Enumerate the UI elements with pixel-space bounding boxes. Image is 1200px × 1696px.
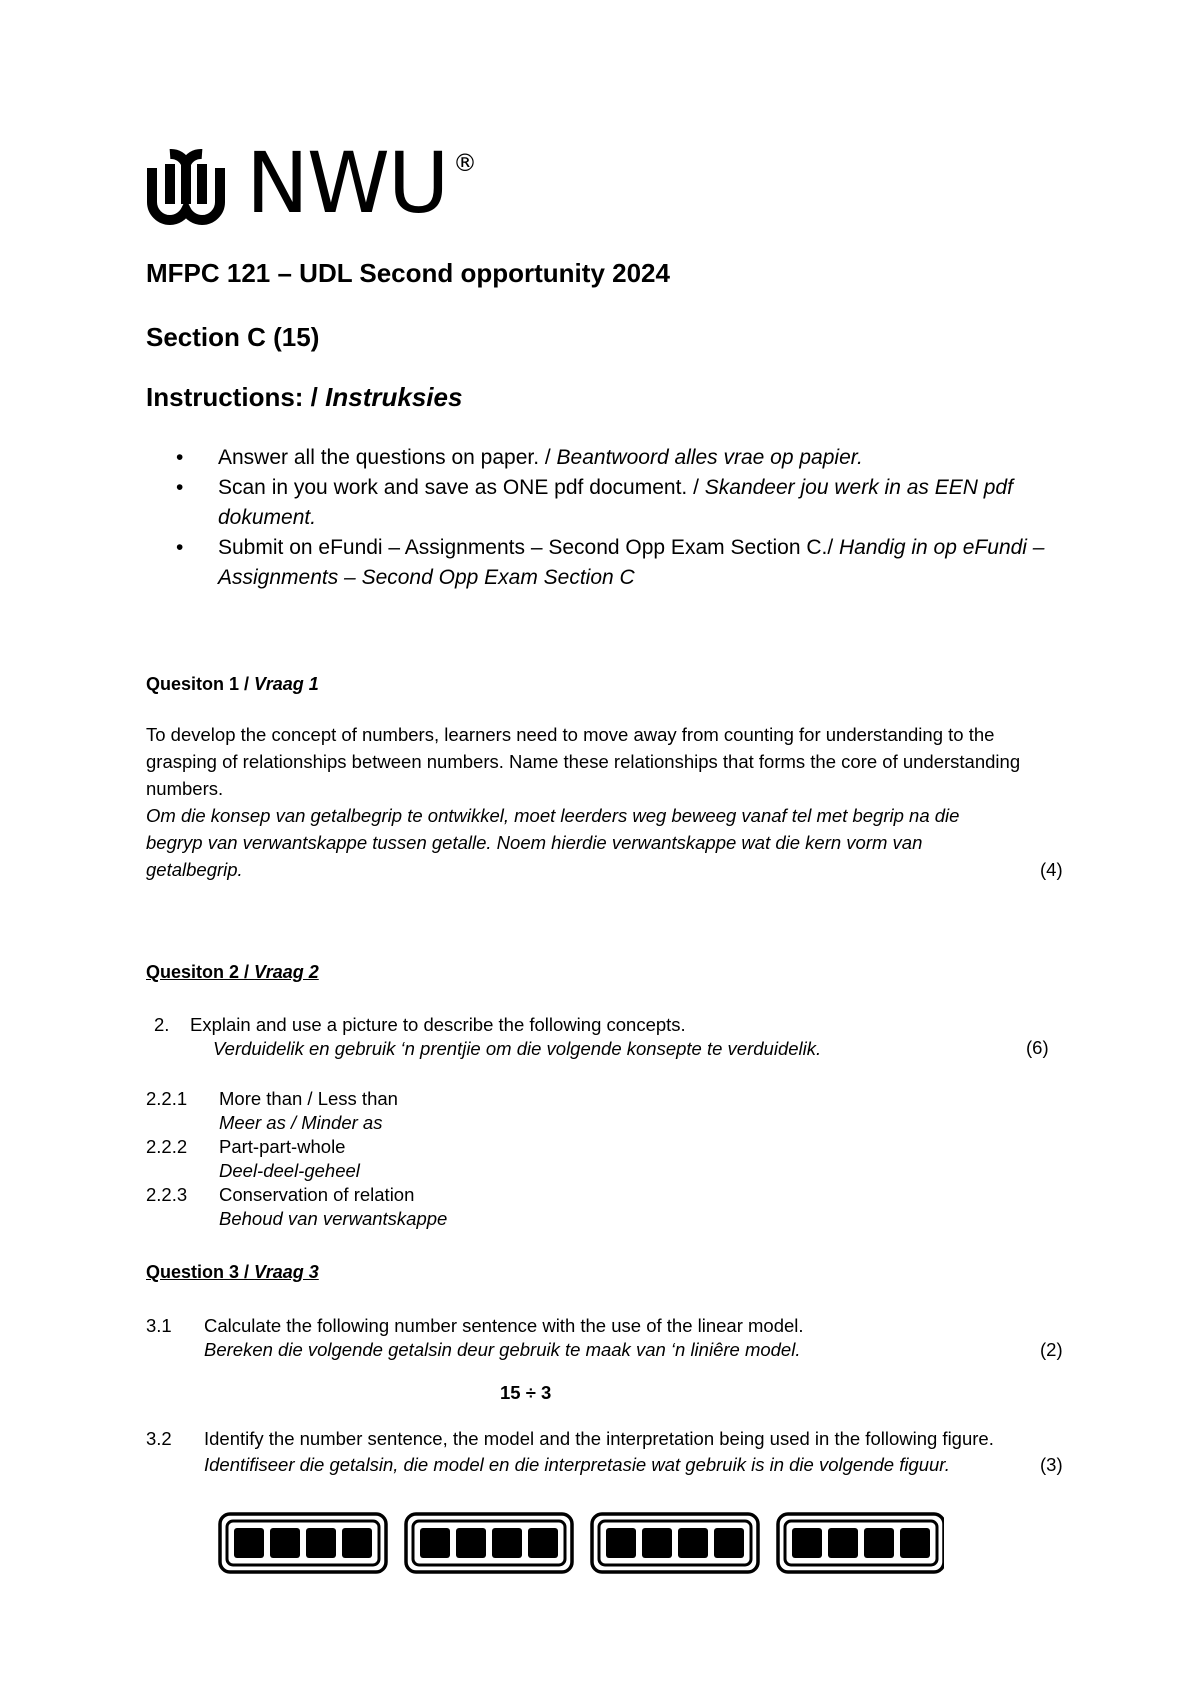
question-3-2-marks: (3) [1040,1454,1063,1475]
number-sentence: 15 ÷ 3 [500,1382,552,1403]
unit-square [270,1528,300,1558]
question-3-title [146,1260,319,1284]
item-2-2-2-number: 2.2.2 [146,1136,188,1157]
item-2-2-1-en: More than / Less than [219,1088,398,1109]
item-2-2-3-en: Conservation of relation [219,1184,415,1205]
question-2-label-af: Vraag 2 [254,962,319,982]
list-item [170,533,1070,593]
nwu-logo-icon [146,146,226,226]
item-2-2-1-af: Meer as / Minder as [219,1112,383,1133]
question-1-title [146,672,319,696]
bullet-icon: • [176,536,184,559]
question-1-label-af: Vraag 1 [254,674,319,694]
bullet-text-en: Scan in you work and save as ONE pdf document. / [218,476,705,499]
logo-wordmark: NWU [246,134,448,232]
item-2-2-3-af: Behoud van verwantskappe [219,1208,448,1229]
instructions-label-af: Instruksies [325,382,463,412]
question-2-marks: (6) [1026,1037,1049,1058]
bullet-text-en: Answer all the questions on paper. / [218,446,557,469]
question-3-2-en: Identify the number sentence, the model and the interpretation being used in the following figure. [204,1428,994,1449]
unit-square [234,1528,264,1558]
item-2-2-3-number: 2.2.3 [146,1184,188,1205]
unit-square [678,1528,708,1558]
question-1-label: Quesiton 1 / [146,674,255,694]
unit-square [420,1528,450,1558]
question-2-intro-af: Verduidelik en gebruik ‘n prentjie om die volgende konsepte te verduidelik. [213,1038,822,1059]
question-2-number: 2. [154,1014,170,1035]
bullet-text-af: Skandeer jou werk in as EEN pdf dokument. [218,476,1013,529]
question-2-intro-en: Explain and use a picture to describe the following concepts. [190,1014,686,1035]
section-title: Section C (15) [146,322,320,352]
instructions-list [170,443,1070,593]
unit-square [900,1528,930,1558]
question-2-label: Quesiton 2 / [146,962,255,982]
question-1-text-en: To develop the concept of numbers, learners need to move away from counting for understanding to the grasping of relationships between numbers. Name these relationships that forms the core of understanding numbers. [146,724,1021,799]
question-3-2-af: Identifiseer die getalsin, die model en die interpretasie wat gebruik is in die volgende figuur. [204,1454,950,1475]
unit-square [528,1528,558,1558]
instructions-label: Instructions: / [146,382,318,412]
bullet-text-en: Submit on eFundi – Assignments – Second Opp Exam Section C./ [218,536,839,559]
question-3-1-af: Bereken die volgende getalsin deur gebruik te maak van ‘n liniêre model. [204,1339,801,1360]
bullet-text-af: Beantwoord alles vrae op papier. [556,446,863,469]
question-3-1-number: 3.1 [146,1315,172,1336]
list-item [170,443,1070,473]
bullet-icon: • [176,476,184,499]
question-3-1-marks: (2) [1040,1339,1063,1360]
question-1-text-af: Om die konsep van getalbegrip te ontwikkel, moet leerders weg beweeg vanaf tel met begrip na die begryp van verwantskappe tussen getalle. Noem hierdie verwantskappe wat die kern vorm van getalbegrip. [146,805,960,880]
instructions-heading [146,381,462,413]
registered-mark: ® [453,149,477,177]
question-3-label-af: Vraag 3 [254,1262,319,1282]
question-1-marks: (4) [1040,859,1063,880]
item-2-2-2-en: Part-part-whole [219,1136,346,1157]
question-2-title [146,960,319,984]
question-3-label: Question 3 / [146,1262,255,1282]
unit-square [792,1528,822,1558]
item-2-2-1-number: 2.2.1 [146,1088,188,1109]
unit-square [714,1528,744,1558]
unit-square [864,1528,894,1558]
exam-title: MFPC 121 – UDL Second opportunity 2024 [146,258,670,288]
grouping-figure [218,1512,944,1576]
unit-square [606,1528,636,1558]
unit-square [456,1528,486,1558]
bullet-text-af: Handig in op eFundi – Assignments – Second Opp Exam Section C [218,536,1045,589]
item-2-2-2-af: Deel-deel-geheel [219,1160,360,1181]
question-3-1-en: Calculate the following number sentence with the use of the linear model. [204,1315,804,1336]
unit-square [306,1528,336,1558]
unit-square [828,1528,858,1558]
unit-square [342,1528,372,1558]
bullet-icon: • [176,446,184,469]
list-item [170,473,1070,533]
unit-square [492,1528,522,1558]
question-1-body [146,721,1066,883]
unit-square [642,1528,672,1558]
question-3-2-number: 3.2 [146,1428,172,1449]
